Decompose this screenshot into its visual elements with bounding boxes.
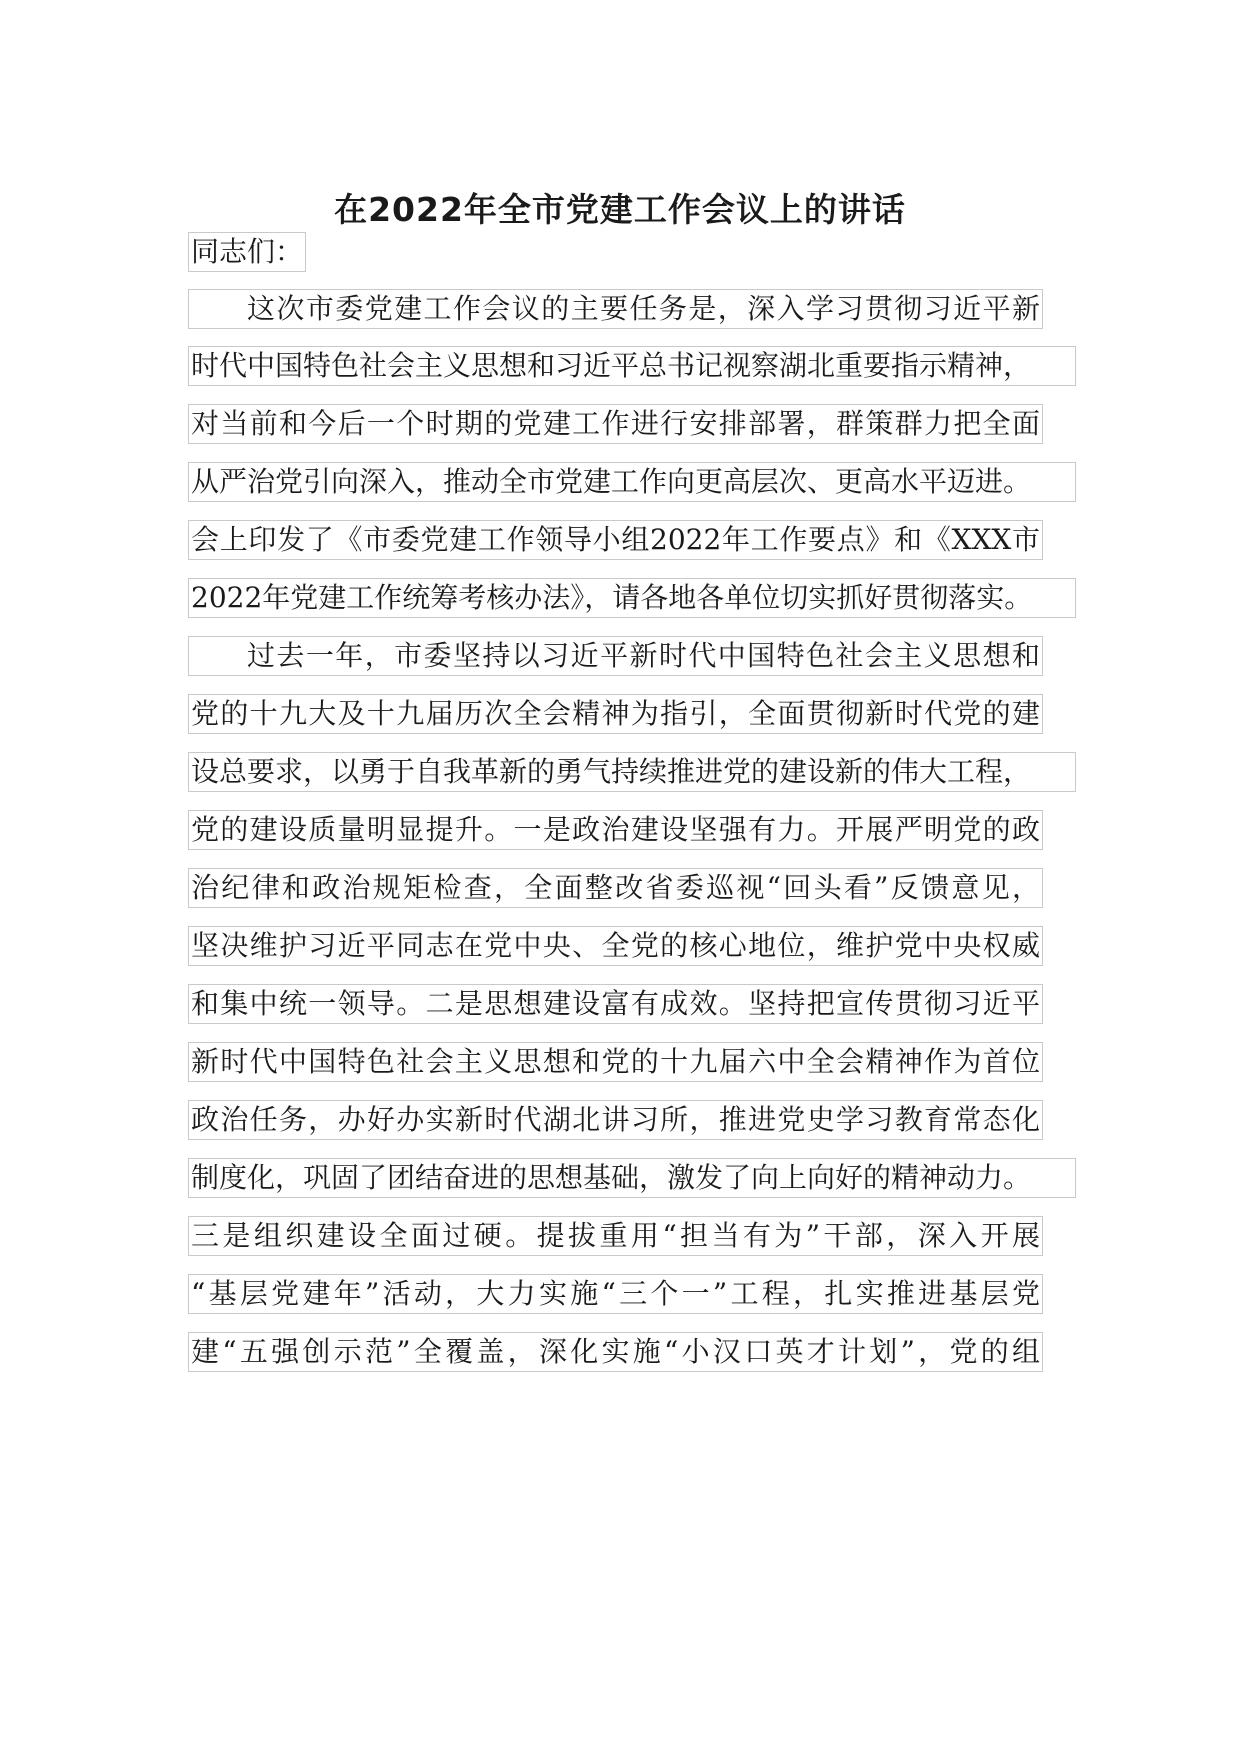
paragraph-line: 三是组织建设全面过硬。提拔重用“担当有为”干部，深入开展 [188, 1216, 1043, 1256]
paragraph-line: 设总要求，以勇于自我革新的勇气持续推进党的建设新的伟大工程， [188, 752, 1076, 792]
document-title: 在2022年全市党建工作会议上的讲话 [334, 190, 906, 229]
paragraph-line: 治纪律和政治规矩检查，全面整改省委巡视“回头看”反馈意见， [188, 868, 1043, 908]
paragraph-line: 2022年党建工作统筹考核办法》，请各地各单位切实抓好贯彻落实。 [188, 578, 1076, 618]
paragraph-line: 时代中国特色社会主义思想和习近平总书记视察湖北重要指示精神， [188, 346, 1076, 386]
paragraph-line: 政治任务，办好办实新时代湖北讲习所，推进党史学习教育常态化 [188, 1100, 1043, 1140]
salutation: 同志们： [188, 232, 306, 272]
paragraph-line: 制度化，巩固了团结奋进的思想基础，激发了向上向好的精神动力。 [188, 1158, 1076, 1198]
paragraph-line: 和集中统一领导。二是思想建设富有成效。坚持把宣传贯彻习近平 [188, 984, 1043, 1024]
paragraph-line: 过去一年，市委坚持以习近平新时代中国特色社会主义思想和 [188, 636, 1043, 676]
paragraph-line: 这次市委党建工作会议的主要任务是，深入学习贯彻习近平新 [188, 289, 1043, 329]
paragraph-line: “基层党建年”活动，大力实施“三个一”工程，扎实推进基层党 [188, 1274, 1043, 1314]
paragraph-line: 建“五强创示范”全覆盖，深化实施“小汉口英才计划”，党的组 [188, 1332, 1043, 1372]
paragraph-line: 会上印发了《市委党建工作领导小组2022年工作要点》和《XXX市 [188, 520, 1043, 560]
paragraph-line: 坚决维护习近平同志在党中央、全党的核心地位，维护党中央权威 [188, 926, 1043, 966]
paragraph-line: 党的建设质量明显提升。一是政治建设坚强有力。开展严明党的政 [188, 810, 1043, 850]
paragraph-line: 党的十九大及十九届历次全会精神为指引，全面贯彻新时代党的建 [188, 694, 1043, 734]
paragraph-line: 新时代中国特色社会主义思想和党的十九届六中全会精神作为首位 [188, 1042, 1043, 1082]
paragraph-line: 从严治党引向深入，推动全市党建工作向更高层次、更高水平迈进。 [188, 462, 1076, 502]
paragraph-line: 对当前和今后一个时期的党建工作进行安排部署，群策群力把全面 [188, 404, 1043, 444]
